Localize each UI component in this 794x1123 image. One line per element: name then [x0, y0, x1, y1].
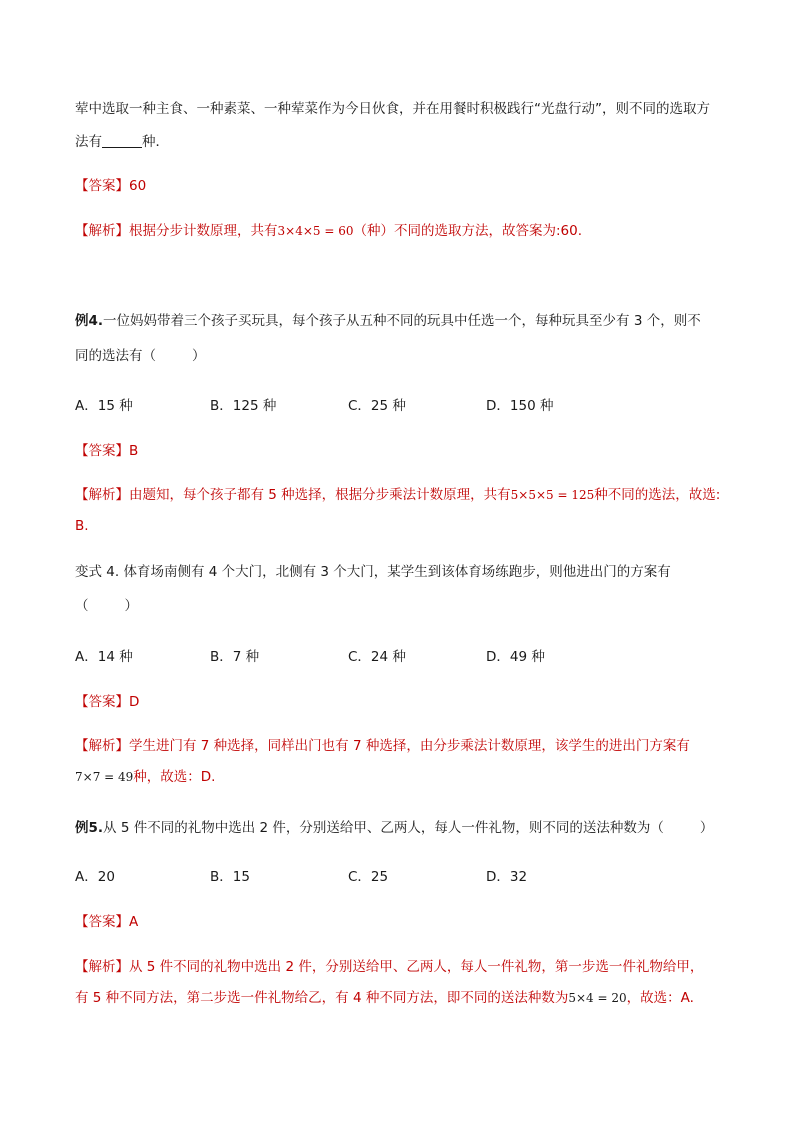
- question-stem: [75, 596, 138, 616]
- analysis-line: [75, 221, 582, 241]
- analysis-line: [75, 767, 215, 787]
- math-expression: 7×7 = 49: [75, 770, 134, 784]
- analysis-text: 由题知，每个孩子都有 5 种选择，根据分步乘法计数原理，共有: [129, 487, 511, 503]
- question-text: 一位妈妈带着三个孩子买玩具，每个孩子从五种不同的玩具中任选一个，每种玩具至少有 3 个，则不: [103, 313, 701, 329]
- problem-text-line: 荤中选取一种主食、一种素菜、一种荤菜作为今日伙食，并在用餐时积极践行“光盘行动”，则不同的选取方: [75, 101, 710, 117]
- question-text: 体育场南侧有 4 个大门，北侧有 3 个大门，某学生到该体育场练跑步，则他进出门的方案有: [119, 564, 671, 580]
- analysis-text: 学生进门有 7 种选择，同样出门也有 7 种选择，由分步乘法计数原理，该学生的进出门方案有: [129, 738, 690, 754]
- analysis-text: 种不同的选法，故选:: [594, 487, 721, 503]
- option-a: A．14 种: [75, 649, 133, 665]
- question-stem: [75, 818, 713, 838]
- question-text: ）: [699, 820, 714, 836]
- text-fragment: 法有: [75, 134, 102, 150]
- question-stem: [75, 562, 671, 582]
- answer-tag: 【答案】: [75, 914, 129, 930]
- analysis-tag: 【解析】: [75, 959, 129, 975]
- option-b: B．15: [210, 869, 250, 885]
- answer-tag: 【答案】: [75, 443, 129, 459]
- question-text: 同的选法有（: [75, 348, 156, 364]
- option-a: A．20: [75, 869, 115, 885]
- answer-value: B: [129, 443, 139, 459]
- analysis-text: ，故选：A.: [626, 990, 694, 1006]
- option-b: B．7 种: [210, 649, 260, 665]
- math-expression: 3×4×5 = 60: [277, 224, 354, 238]
- option-c: C．25 种: [348, 398, 406, 414]
- option-d: D．32: [486, 869, 528, 885]
- option-d: D．150 种: [486, 398, 554, 414]
- analysis-text: 种，故选：D.: [133, 769, 216, 785]
- answer-value: D: [129, 694, 140, 710]
- answer-line: [75, 441, 138, 461]
- question-stem: [75, 346, 206, 366]
- question-text: ）: [192, 348, 206, 364]
- answer-line: [75, 692, 139, 712]
- analysis-tag: 【解析】: [75, 487, 129, 503]
- text-fragment: 种．: [142, 134, 169, 150]
- analysis-text: 根据分步计数原理，共有: [129, 223, 278, 239]
- option-d: D．49 种: [486, 649, 545, 665]
- analysis-text: 有 5 种不同方法，第二步选一件礼物给乙，有 4 种不同方法，即不同的送法种数为: [75, 990, 569, 1006]
- analysis-line: B.: [75, 518, 89, 534]
- question-text: （: [75, 598, 89, 614]
- analysis-line: [75, 485, 720, 505]
- option-b: B．125 种: [210, 398, 277, 414]
- answer-value: 60: [129, 178, 147, 194]
- question-label: 例4.: [75, 313, 104, 329]
- analysis-text: （种）不同的选取方法，故答案为:60.: [353, 223, 582, 239]
- answer-line: [75, 176, 146, 196]
- analysis-tag: 【解析】: [75, 738, 129, 754]
- analysis-line: [75, 736, 690, 756]
- question-label: 变式 4.: [75, 564, 120, 580]
- analysis-line: [75, 957, 703, 977]
- math-expression: 5×5×5 = 125: [510, 488, 595, 502]
- fill-in-blank: [102, 133, 142, 148]
- analysis-text: 从 5 件不同的礼物中选出 2 件，分别送给甲、乙两人，每人一件礼物，第一步选一件礼物给甲，: [129, 959, 704, 975]
- problem-text-line: [75, 132, 169, 152]
- question-stem: [75, 311, 701, 331]
- question-text: 从 5 件不同的礼物中选出 2 件，分别送给甲、乙两人，每人一件礼物，则不同的送法种数为（: [103, 820, 664, 836]
- analysis-line: [75, 988, 694, 1008]
- answer-value: A: [129, 914, 139, 930]
- analysis-tag: 【解析】: [75, 223, 129, 239]
- answer-line: [75, 912, 138, 932]
- answer-tag: 【答案】: [75, 694, 129, 710]
- option-c: C．25: [348, 869, 389, 885]
- math-expression: 5×4 = 20: [568, 991, 627, 1005]
- question-text: ）: [124, 598, 138, 614]
- option-a: A．15 种: [75, 398, 133, 414]
- answer-tag: 【答案】: [75, 178, 129, 194]
- option-c: C．24 种: [348, 649, 406, 665]
- question-label: 例5.: [75, 820, 104, 836]
